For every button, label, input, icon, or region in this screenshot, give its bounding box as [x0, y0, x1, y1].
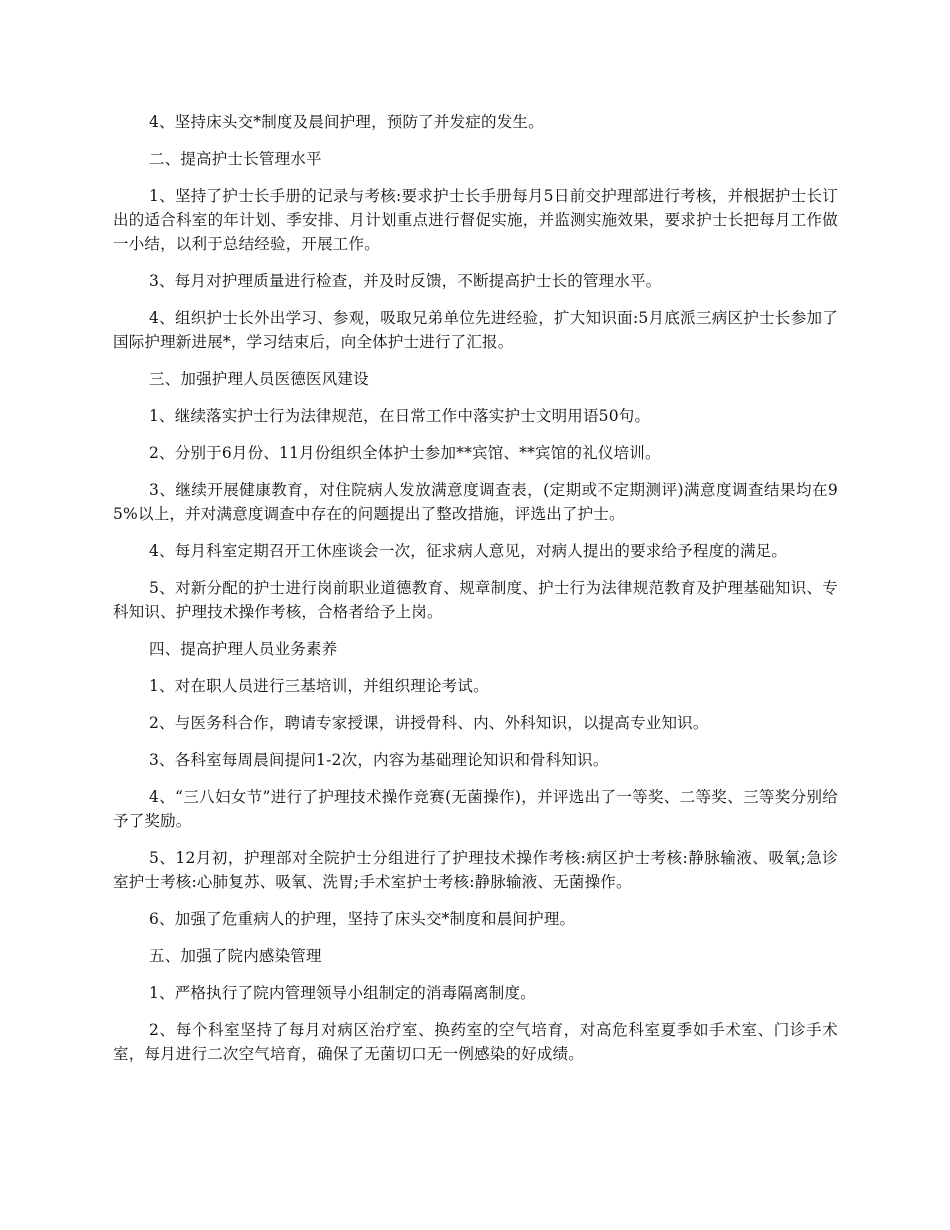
paragraph-bedside-handover: 4、坚持床头交*制度及晨间护理，预防了并发症的发生。	[149, 113, 544, 131]
paragraph-three-basics-training: 1、对在职人员进行三基培训，并组织理论考试。	[149, 677, 489, 695]
paragraph-air-culture: 2、每个科室坚持了每月对病区治疗室、换药室的空气培育，对高危科室夏季如手术室、门诊手术室，每月进行二次空气培育，确保了无菌切口无一例感染的好成绩。	[113, 1021, 838, 1063]
section-heading-infection-control: 五、加强了院内感染管理	[149, 947, 322, 965]
paragraph-etiquette-training: 2、分别于6月份、11月份组织全体护士参加**宾馆、**宾馆的礼仪培训。	[149, 444, 661, 462]
paragraph-head-nurse-handbook: 1、坚持了护士长手册的记录与考核:要求护士长手册每月5日前交护理部进行考核，并根据护士长订出的适合科室的年计划、季安排、月计划重点进行督促实施，并监测实施效果，要求护士长把每月工作做一小结，以利于总结经验，开展工作。	[113, 187, 838, 253]
paragraph-skills-assessment: 5、12月初，护理部对全院护士分组进行了护理技术操作考核:病区护士考核:静脉输液、吸氧;急诊室护士考核:心肺复苏、吸氧、洗胃;手术室护士考核:静脉输液、无菌操作。	[113, 849, 838, 891]
paragraph-skills-competition: 4、“三八妇女节”进行了护理技术操作竞赛(无菌操作)，并评选出了一等奖、二等奖、三等奖分别给予了奖励。	[113, 788, 838, 830]
paragraph-new-nurse-training: 5、对新分配的护士进行岗前职业道德教育、规章制度、护士行为法律规范教育及护理基础知识、专科知识、护理技术操作考核，合格者给予上岗。	[113, 579, 838, 621]
paragraph-morning-questions: 3、各科室每周晨间提问1-2次，内容为基础理论知识和骨科知识。	[149, 751, 609, 769]
section-heading-medical-ethics: 三、加强护理人员医德医风建设	[149, 370, 369, 388]
section-heading-professional-quality: 四、提高护理人员业务素养	[149, 640, 338, 658]
paragraph-disinfection-system: 1、严格执行了院内管理领导小组制定的消毒隔离制度。	[149, 984, 536, 1002]
paragraph-study-visits: 4、组织护士长外出学习、参观，吸取兄弟单位先进经验，扩大知识面:5月底派三病区护士长参加了国际护理新进展*，学习结束后，向全体护士进行了汇报。	[113, 309, 838, 351]
paragraph-health-education: 3、继续开展健康教育，对住院病人发放满意度调查表，(定期或不定期测评)满意度调查结果均在95%以上，并对满意度调查中存在的问题提出了整改措施，评选出了护士。	[113, 481, 838, 523]
document-page	[113, 110, 838, 1079]
paragraph-quality-inspection: 3、每月对护理质量进行检查，并及时反馈，不断提高护士长的管理水平。	[149, 272, 662, 290]
paragraph-expert-lectures: 2、与医务科合作，聘请专家授课，讲授骨科、内、外科知识，以提高专业知识。	[149, 714, 709, 732]
section-heading-head-nurse-management: 二、提高护士长管理水平	[149, 150, 322, 168]
paragraph-patient-forum: 4、每月科室定期召开工休座谈会一次，征求病人意见，对病人提出的要求给予程度的满足。	[149, 542, 788, 560]
paragraph-behavior-norms: 1、继续落实护士行为法律规范，在日常工作中落实护士文明用语50句。	[149, 407, 651, 425]
paragraph-critical-care: 6、加强了危重病人的护理，坚持了床头交*制度和晨间护理。	[149, 910, 576, 928]
